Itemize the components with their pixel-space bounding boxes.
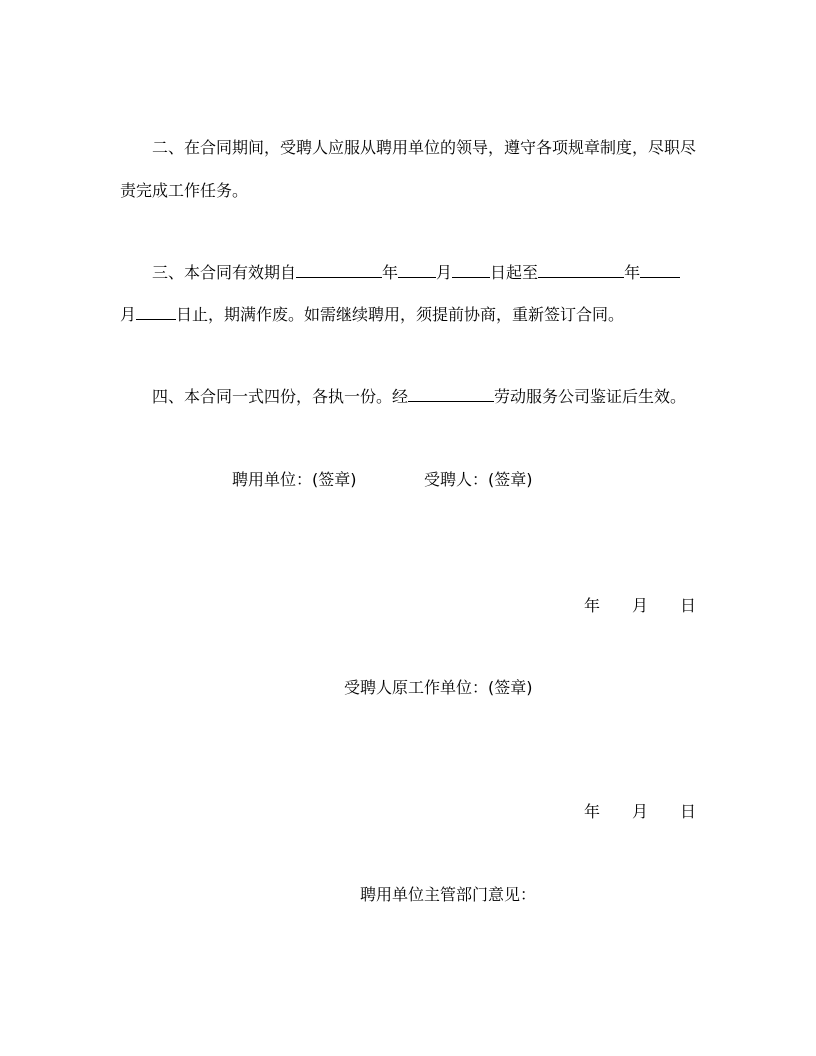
clause-4-prefix: 四、本合同一式四份，各执一份。经: [152, 387, 409, 406]
service-company-blank: [408, 399, 494, 402]
month-label: 月: [436, 263, 453, 282]
clause-3-line-2: [120, 305, 624, 325]
start-date-year-blank: [296, 275, 382, 278]
date-line-1: [584, 596, 696, 616]
clause-3-ending: 日止，期满作废。如需继续聘用，须提前协商，重新签订合同。: [176, 305, 625, 324]
clause-3-prefix: 三、本合同有效期自: [152, 263, 297, 282]
date-month-label: 月: [632, 802, 649, 821]
clause-2-line-1: 二、在合同期间，受聘人应服从聘用单位的领导，遵守各项规章制度，尽职尽: [152, 138, 697, 157]
year-label: 年: [624, 263, 641, 282]
day-to-label: 日起至: [490, 263, 539, 282]
year-label: 年: [382, 263, 399, 282]
date-year-label: 年: [584, 802, 601, 821]
date-year-label: 年: [584, 596, 601, 615]
end-date-month-blank: [640, 275, 680, 278]
date-month-label: 月: [632, 596, 649, 615]
clause-3-line-1: [152, 263, 680, 283]
date-line-2: [584, 802, 696, 822]
clause-4: [152, 387, 686, 407]
start-date-day-blank: [452, 275, 490, 278]
end-date-year-blank: [538, 275, 624, 278]
start-date-month-blank: [398, 275, 436, 278]
clause-2-line-2: 责完成工作任务。: [120, 181, 249, 200]
end-date-day-blank: [136, 317, 176, 320]
date-day-label: 日: [680, 596, 697, 615]
original-employer-signature-label: 受聘人原工作单位：(签章): [344, 678, 533, 697]
date-day-label: 日: [680, 802, 697, 821]
employer-signature-label: 聘用单位：(签章): [232, 470, 357, 489]
employee-signature-label: 受聘人：(签章): [424, 470, 533, 489]
supervisor-opinion-label: 聘用单位主管部门意见：: [360, 885, 537, 904]
clause-4-suffix: 劳动服务公司鉴证后生效。: [494, 387, 687, 406]
month-label: 月: [120, 305, 137, 324]
